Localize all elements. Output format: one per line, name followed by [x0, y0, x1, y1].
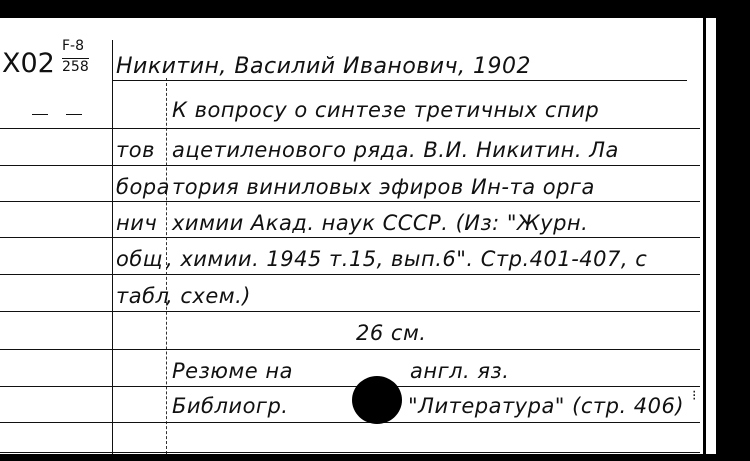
main-line: тория виниловых эфиров Ин-та орга [172, 175, 595, 199]
rule-line [0, 128, 700, 129]
summary-language: англ. яз. [410, 359, 510, 383]
rule-line [112, 80, 687, 81]
rule-line [0, 422, 700, 423]
bibliography-text: "Литература" (стр. 406) [408, 394, 685, 418]
rule-line [0, 311, 700, 312]
ink-blot [352, 376, 402, 424]
rule-line [0, 165, 700, 166]
summary-label: Резюме на [172, 359, 293, 383]
rule-line [66, 114, 82, 115]
catalog-card [0, 18, 716, 454]
rule-line [0, 237, 700, 238]
margin-line [112, 40, 113, 454]
shelfmark-top: F-8 [62, 38, 85, 54]
margin-word: нич [116, 211, 158, 235]
margin-word: тов [116, 138, 155, 162]
main-line: ацетиленового ряда. В.И. Никитин. Ла [172, 138, 619, 162]
bibliography-label: Библиогр. [172, 394, 289, 418]
main-line: , химии. 1945 т.15, вып.6". Стр.401-407, с [166, 247, 648, 271]
rule-line [32, 114, 48, 115]
size-line: 26 см. [356, 321, 427, 345]
margin-word: бора [116, 175, 170, 199]
rule-line [0, 274, 700, 275]
main-line: , схем.) [166, 284, 251, 308]
rule-line [0, 386, 700, 387]
margin-word: общ [116, 247, 164, 271]
margin-word: табл [116, 284, 170, 308]
main-line: К вопросу о синтезе третичных спир [172, 98, 600, 122]
author-heading: Никитин, Василий Иванович, 1902 [116, 54, 532, 79]
edge-mark: ⁝ [692, 388, 697, 404]
shelfmark-main: X02 [2, 48, 55, 79]
rule-line [0, 452, 700, 453]
shelfmark-bottom: 258 [62, 59, 89, 75]
card-edge [703, 18, 716, 454]
rule-line [0, 349, 700, 350]
rule-line [0, 201, 700, 202]
main-line: химии Акад. наук СССР. (Из: "Журн. [172, 211, 589, 235]
